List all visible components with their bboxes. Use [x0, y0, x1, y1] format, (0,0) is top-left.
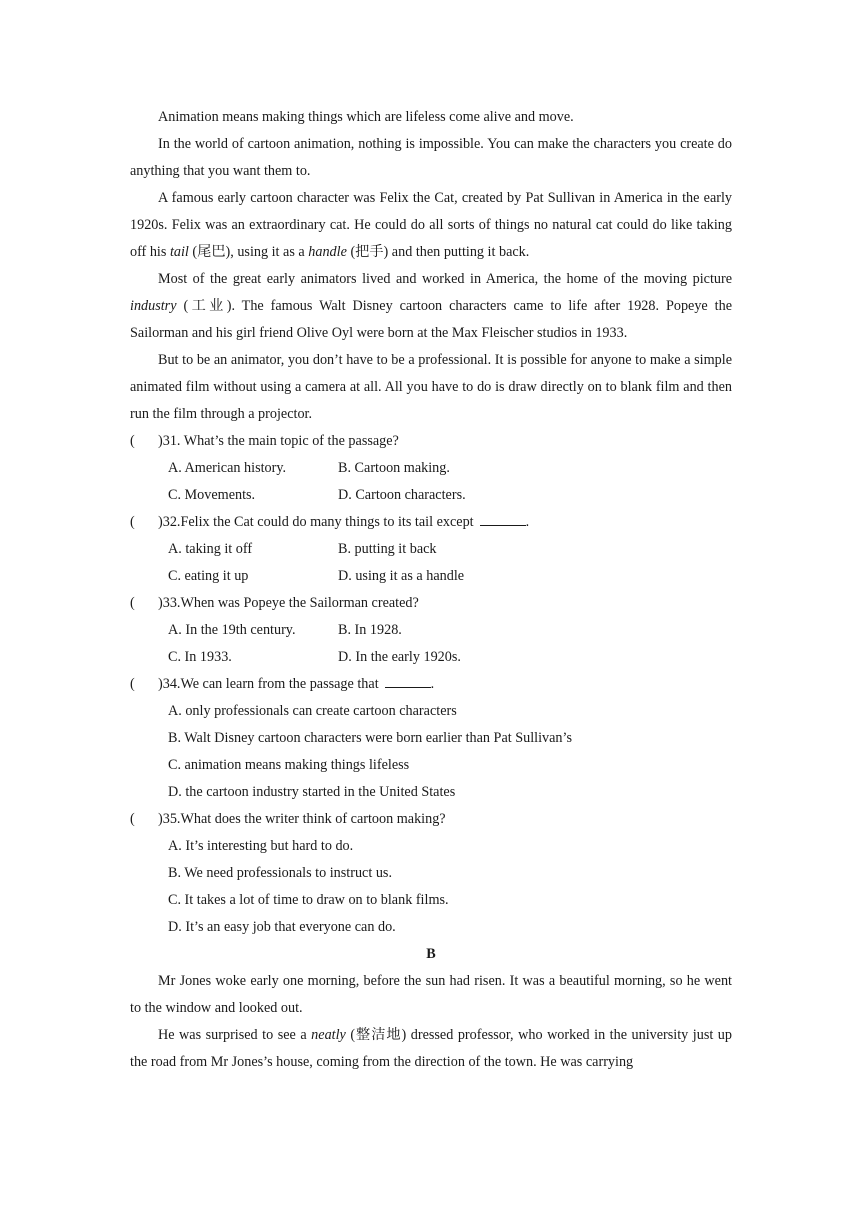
options-31-row2 [130, 482, 732, 509]
question-31 [130, 428, 732, 455]
word-industry: industry [130, 298, 177, 314]
answer-paren: ( [130, 514, 135, 530]
question-34-end: . [430, 676, 435, 692]
options-32-row2 [130, 563, 732, 590]
paragraph-a3 [130, 185, 732, 266]
option-35-d: D. It’s an easy job that everyone can do. [168, 919, 396, 935]
option-32-c: C. eating it up [168, 568, 249, 584]
options-31-row1 [130, 455, 732, 482]
paragraph-a3-text3: (把手) and then putting it back. [346, 244, 530, 260]
answer-paren: ( [130, 595, 135, 611]
option-35-a: A. It’s interesting but hard to do. [168, 838, 354, 854]
answer-paren: ( [130, 433, 135, 449]
word-neatly: neatly [311, 1027, 346, 1043]
paragraph-b1: Mr Jones woke early one morning, before the sun had risen. It was a beautiful morning, so he went to the window and looked out. [130, 973, 732, 1016]
question-33 [130, 590, 732, 617]
option-31-d: D. Cartoon characters. [338, 487, 466, 503]
answer-blank [480, 511, 526, 526]
question-32 [130, 509, 732, 536]
option-31-a: A. American history. [168, 460, 287, 476]
answer-paren: ( [130, 811, 135, 827]
option-33-b: B. In 1928. [338, 622, 402, 638]
options-33-row1 [130, 617, 732, 644]
paragraph-a3-text2: (尾巴), using it as a [188, 244, 309, 260]
option-32-b: B. putting it back [338, 541, 437, 557]
question-32-end: . [525, 514, 530, 530]
paragraph-b2 [130, 1022, 732, 1076]
option-34-b: B. Walt Disney cartoon characters were born earlier than Pat Sullivan’s [168, 730, 572, 746]
paragraph-b2-text2: (整洁地) dressed professor, who worked in the university just up the road from Mr Jones’s house, coming from the direction of the town. He was carrying [130, 1027, 732, 1070]
answer-paren: ( [130, 676, 135, 692]
option-34-d: D. the cartoon industry started in the United States [168, 784, 456, 800]
paragraph-a4 [130, 266, 732, 347]
question-33-text: )33.When was Popeye the Sailorman created? [158, 595, 419, 611]
paragraph-a5: But to be an animator, you don’t have to be a professional. It is possible for anyone to make a simple animated film without using a camera at all. All you have to do is draw directly on to blank film and then run the film through a projector. [130, 352, 732, 422]
question-34-text: )34.We can learn from the passage that [158, 676, 379, 692]
paragraph-a3-text1: A famous early cartoon character was Felix the Cat, created by Pat Sullivan in America in the early 1920s. Felix was an extraordinary cat. He could do all sorts of things no natural cat could do like taking off his [130, 190, 732, 260]
option-31-c: C. Movements. [168, 487, 256, 503]
paragraph-a1: Animation means making things which are lifeless come alive and move. [158, 109, 574, 125]
paragraph-a4-text2: (工业). The famous Walt Disney cartoon characters came to life after 1928. Popeye the Sailorman and his girl friend Olive Oyl were born at the Max Fleischer studios in 1933. [130, 298, 732, 341]
option-31-b: B. Cartoon making. [338, 460, 450, 476]
section-heading-b: B [426, 946, 436, 962]
word-handle: handle [308, 244, 347, 260]
paragraph-a4-text1: Most of the great early animators lived and worked in America, the home of the moving picture [158, 271, 732, 287]
option-33-d: D. In the early 1920s. [338, 649, 461, 665]
question-32-text: )32.Felix the Cat could do many things to its tail except [158, 514, 474, 530]
options-33-row2 [130, 644, 732, 671]
paragraph-b2-text1: He was surprised to see a [158, 1027, 312, 1043]
option-33-c: C. In 1933. [168, 649, 232, 665]
option-33-a: A. In the 19th century. [168, 622, 296, 638]
option-35-b: B. We need professionals to instruct us. [168, 865, 392, 881]
option-35-c: C. It takes a lot of time to draw on to blank films. [168, 892, 449, 908]
answer-blank [385, 673, 431, 688]
option-32-a: A. taking it off [168, 541, 253, 557]
question-31-text: )31. What’s the main topic of the passage? [158, 433, 399, 449]
document-page [130, 104, 732, 1076]
question-35-text: )35.What does the writer think of cartoon making? [158, 811, 446, 827]
option-34-c: C. animation means making things lifeless [168, 757, 410, 773]
options-32-row1 [130, 536, 732, 563]
option-32-d: D. using it as a handle [338, 568, 465, 584]
paragraph-a2: In the world of cartoon animation, nothing is impossible. You can make the characters you create do anything that you want them to. [130, 136, 732, 179]
option-34-a: A. only professionals can create cartoon characters [168, 703, 457, 719]
question-34 [130, 671, 732, 698]
word-tail: tail [169, 244, 189, 260]
question-35 [130, 806, 732, 833]
